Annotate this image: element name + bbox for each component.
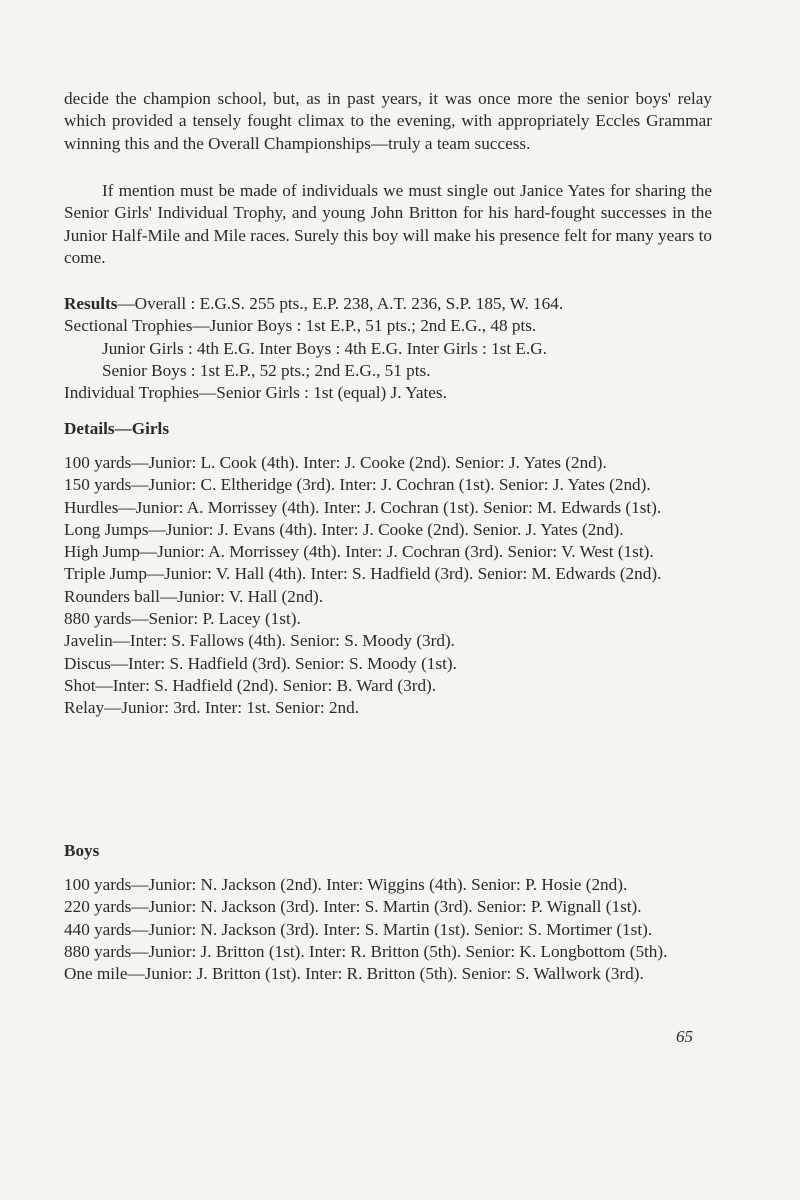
list-item: 100 yards—Junior: N. Jackson (2nd). Inter: Wiggins (4th). Senior: P. Hosie (2nd).	[64, 875, 628, 894]
results-label: Results	[64, 294, 118, 313]
intro-paragraph-1: decide the champion school, but, as in past years, it was once more the senior boys' relay which provided a tensely fought climax to the evening, with appropriately Eccles Grammar winning this and the Overall Championships—truly a team success.	[64, 89, 712, 153]
list-item: High Jump—Junior: A. Morrissey (4th). Inter: J. Cochran (3rd). Senior: V. West (1st).	[64, 542, 654, 562]
list-item: Hurdles—Junior: A. Morrissey (4th). Inter: J. Cochran (1st). Senior: M. Edwards (1st).	[64, 497, 662, 517]
list-item: Javelin—Inter: S. Fallows (4th). Senior: S. Moody (3rd).	[64, 631, 455, 651]
list-item: 100 yards—Junior: L. Cook (4th). Inter: J. Cooke (2nd). Senior: J. Yates (2nd).	[64, 453, 607, 472]
list-item: One mile—Junior: J. Britton (1st). Inter: R. Britton (5th). Senior: S. Wallwork (3rd).	[64, 964, 644, 984]
girls-heading: Details—Girls	[64, 419, 170, 438]
boys-list	[64, 874, 712, 985]
intro-paragraph-2: If mention must be made of individuals we must single out Janice Yates for sharing the Senior Girls' Individual Trophy, and young John Britton for his hard-fought successes in the Junior Half-Mile and Mile races. Surely this boy will make his presence felt for many years to come.	[64, 181, 712, 267]
results-overall: Results—Overall : E.G.S. 255 pts., E.P. 238, A.T. 236, S.P. 185, W. 164.	[64, 294, 564, 313]
list-item: 220 yards—Junior: N. Jackson (3rd). Inter: S. Martin (3rd). Senior: P. Wignall (1st).	[64, 897, 642, 917]
list-item: 440 yards—Junior: N. Jackson (3rd). Inter: S. Martin (1st). Senior: S. Mortimer (1st).	[64, 919, 653, 939]
list-item: Relay—Junior: 3rd. Inter: 1st. Senior: 2nd.	[64, 698, 360, 718]
list-item: 150 yards—Junior: C. Eltheridge (3rd). Inter: J. Cochran (1st). Senior: J. Yates (2nd).	[64, 475, 651, 495]
list-item: Rounders ball—Junior: V. Hall (2nd).	[64, 586, 324, 606]
list-item: Shot—Inter: S. Hadfield (2nd). Senior: B. Ward (3rd).	[64, 675, 437, 695]
page-number: 65	[676, 1027, 693, 1046]
results-individual: Individual Trophies—Senior Girls : 1st (equal) J. Yates.	[64, 383, 447, 403]
list-item: Discus—Inter: S. Hadfield (3rd). Senior: S. Moody (1st).	[64, 653, 457, 673]
list-item: Long Jumps—Junior: J. Evans (4th). Inter: J. Cooke (2nd). Senior. J. Yates (2nd).	[64, 519, 624, 539]
list-item: 880 yards—Senior: P. Lacey (1st).	[64, 609, 301, 629]
boys-heading: Boys	[64, 841, 100, 860]
results-sectional-2: Junior Girls : 4th E.G. Inter Boys : 4th E.G. Inter Girls : 1st E.G.	[102, 338, 547, 358]
results-section	[64, 293, 712, 404]
girls-list	[64, 452, 712, 720]
list-item: Triple Jump—Junior: V. Hall (4th). Inter: S. Hadfield (3rd). Senior: M. Edwards (2nd).	[64, 564, 662, 584]
list-item: 880 yards—Junior: J. Britton (1st). Inter: R. Britton (5th). Senior: K. Longbottom (5th).	[64, 941, 668, 961]
results-sectional-1: Sectional Trophies—Junior Boys : 1st E.P., 51 pts.; 2nd E.G., 48 pts.	[64, 316, 537, 336]
results-sectional-3: Senior Boys : 1st E.P., 52 pts.; 2nd E.G., 51 pts.	[102, 360, 431, 380]
